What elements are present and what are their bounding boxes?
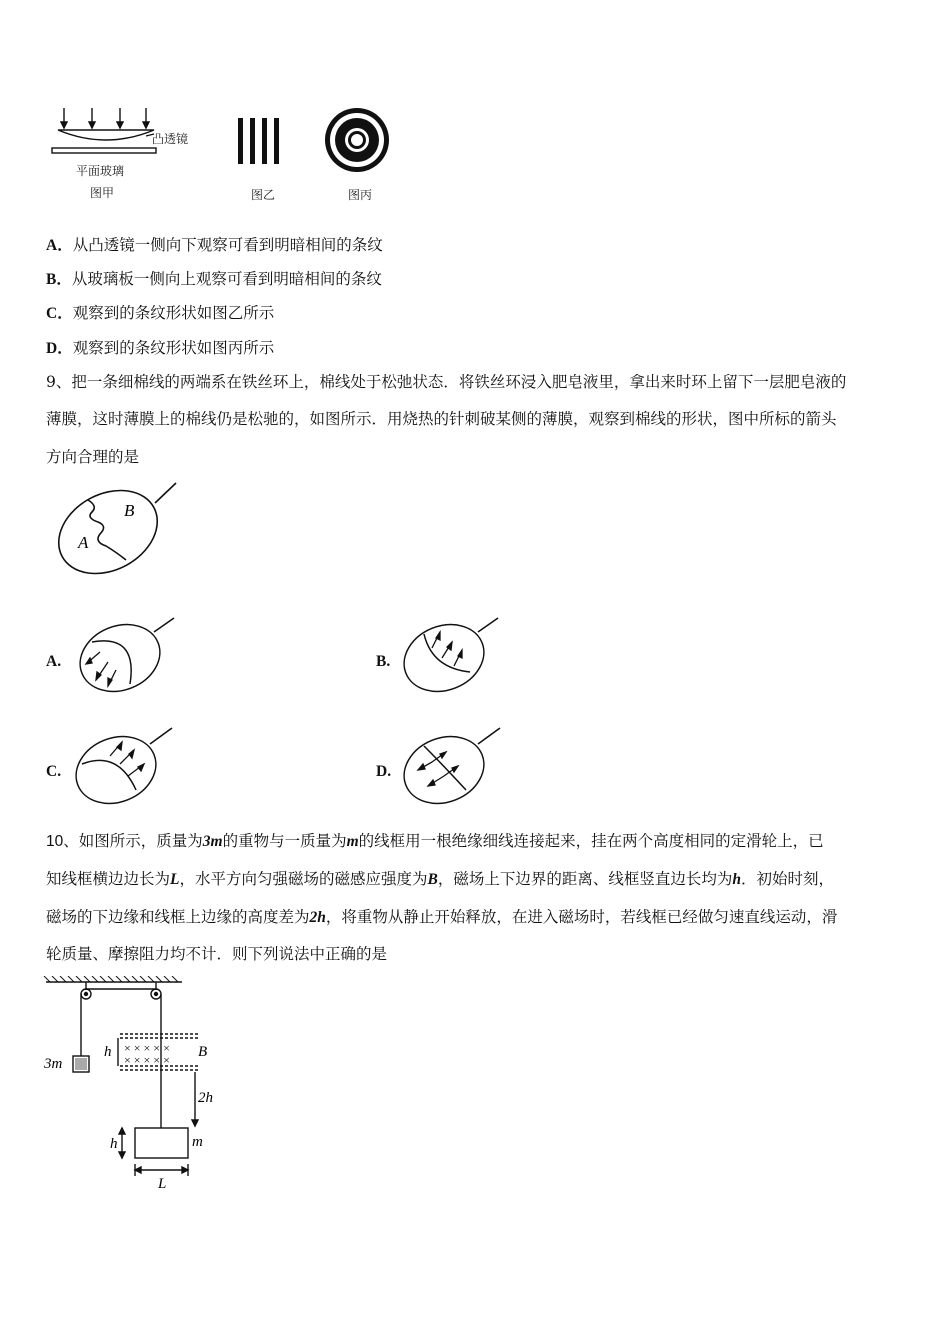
label-frame-h: h [110,1136,118,1152]
label-frame-l: L [158,1176,167,1192]
field-crosses-row2: × × × × × [124,1053,170,1067]
q10-line4: 轮质量、摩擦阻力均不计．则下列说法中正确的是 [46,945,388,963]
q9-line2: 薄膜，这时薄膜上的棉线仍是松驰的，如图所示．用烧热的针刺破某侧的薄膜，观察到棉线的形状，图中所标的箭头 [46,410,837,428]
caption-fig-c: 图丙 [348,188,373,202]
q9-option-c-figure [74,724,184,810]
q10-pulley-figure [40,976,230,1196]
q10-line1: 10、如图所示，质量为3m的重物与一质量为m的线框用一根绝缘细线连接起来，挂在两个高度相同的定滑轮上，已 [46,832,824,850]
field-crosses-row1: × × × × × [124,1041,170,1055]
q9-label-b: B [124,501,135,520]
q8-option-c: C．观察到的条纹形状如图乙所示 [46,304,275,322]
lens-label: 凸透镜 [152,132,189,146]
q9-option-b-label: B. [376,653,391,670]
q8-option-b: B．从玻璃板一侧向上观察可看到明暗相间的条纹 [46,270,382,288]
label-field-h: h [104,1044,112,1060]
q9-line3: 方向合理的是 [46,448,140,466]
caption-fig-a: 图甲 [90,186,115,200]
q8-option-d: D．观察到的条纹形状如图丙所示 [46,339,275,357]
q10-line3: 磁场的下边缘和线框上边缘的高度差为2h，将重物从静止开始释放，在进入磁场时，若线框已经做匀速直线运动，滑 [46,908,838,926]
figure-lens-setup [46,104,206,204]
q9-line1: 9、把一条细棉线的两端系在铁丝环上，棉线处于松弛状态．将铁丝环浸入肥皂液里，拿出来时环上留下一层肥皂液的 [46,373,847,391]
label-frame-m: m [192,1134,203,1150]
q10-line2: 知线框横边边长为L，水平方向匀强磁场的磁感应强度为B，磁场上下边界的距离、线框竖直边长均为h．初始时刻， [46,870,834,888]
label-3m: 3m [44,1056,63,1072]
q9-option-d-figure [402,724,512,810]
figure-ring-fringes [324,107,390,173]
glass-label: 平面玻璃 [76,164,125,178]
figure-straight-fringes [236,118,288,166]
q9-option-a-label: A. [46,653,62,670]
q9-option-d-label: D. [376,763,392,780]
q9-option-a-figure [78,614,188,698]
q9-main-figure [50,478,185,578]
label-gap-2h: 2h [198,1090,213,1106]
caption-fig-b: 图乙 [251,188,276,202]
q8-option-a: A．从凸透镜一侧向下观察可看到明暗相间的条纹 [46,236,383,254]
q9-label-a: A [78,533,89,552]
q9-option-b-figure [402,614,512,698]
label-field-b: B [198,1044,208,1060]
q9-option-c-label: C. [46,763,62,780]
